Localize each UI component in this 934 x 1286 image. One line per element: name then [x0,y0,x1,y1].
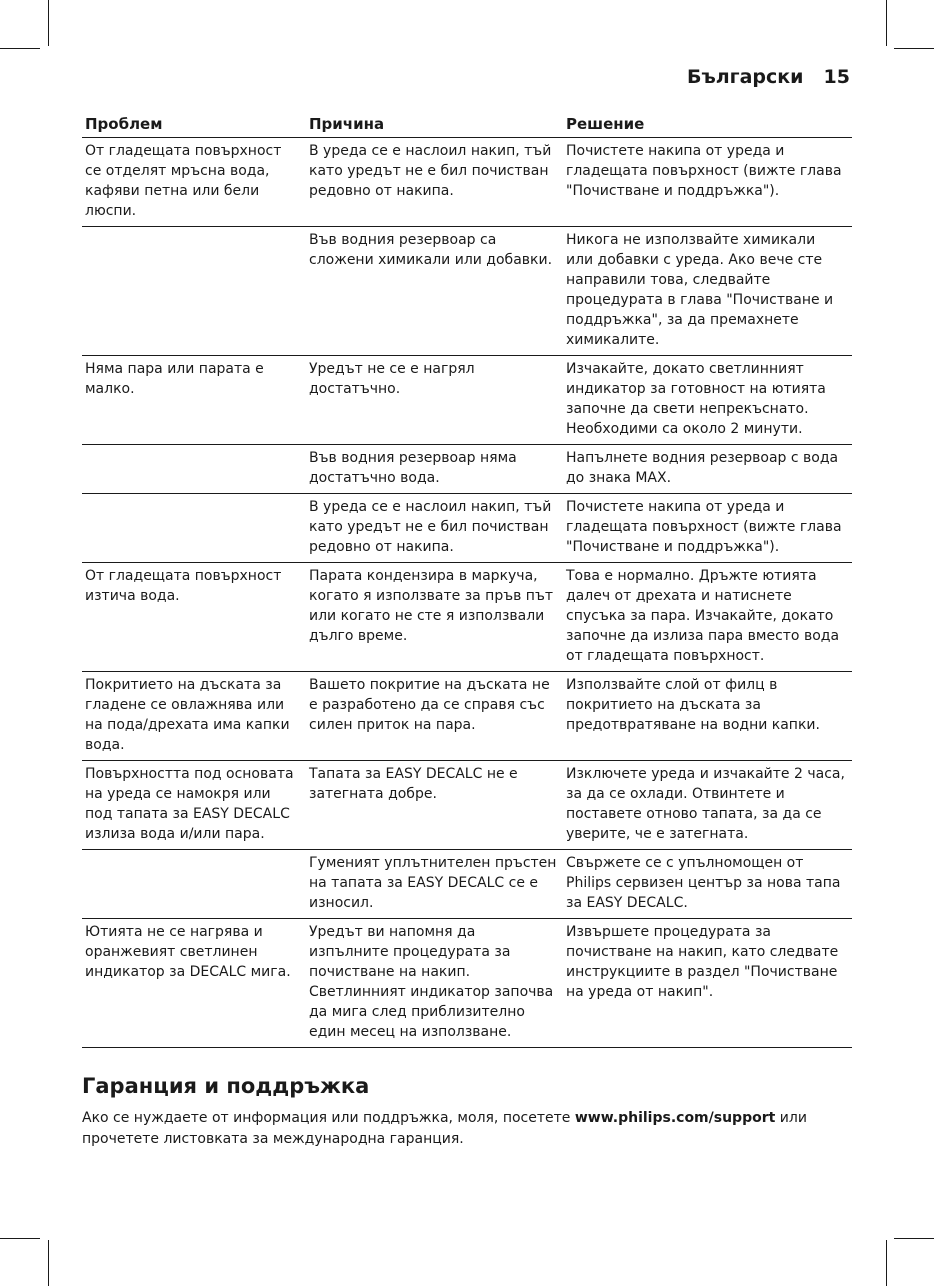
cause-cell: Тапата за EASY DECALC не е затегната добре. [306,761,563,850]
warranty-title: Гаранция и поддръжка [82,1074,370,1098]
cause-cell: Уредът не се е нагрял достатъчно. [306,356,563,445]
problem-cell: Няма пара или парата е малко. [82,356,306,445]
crop-mark [886,1240,887,1286]
table-row [82,919,852,1048]
table-row [82,761,852,850]
page-number: 15 [823,66,850,88]
problem-cell: Ютията не се нагрява и оранжевият светлинен индикатор за DECALC мига. [82,919,306,1048]
problem-cell: Покритието на дъската за гладене се овлажнява или на пода/дрехата има капки вода. [82,672,306,761]
cause-cell: Уредът ви напомня да изпълните процедурата за почистване на накип. Светлинният индикатор започва да мига след приблизително един месец на използване. [306,919,563,1048]
problem-cell: От гладещата повърхност изтича вода. [82,563,306,672]
page-header [687,66,850,88]
cause-cell: Вашето покритие на дъската не е разработено да се справя със силен приток на пара. [306,672,563,761]
solution-cell: Никога не използвайте химикали или добавки с уреда. Ако вече сте направили това, следвайте процедурата в глава "Почистване и поддръжка", за да премахнете химикалите. [563,227,852,356]
solution-cell: Изключете уреда и изчакайте 2 часа, за да се охлади. Отвинтете и поставете отново тапата, за да се уверите, че е затегната. [563,761,852,850]
problem-cell [82,494,306,563]
cause-cell: Във водния резервоар са сложени химикали или добавки. [306,227,563,356]
table-row [82,494,852,563]
cause-cell: Гуменият уплътнителен пръстен на тапата за EASY DECALC се е износил. [306,850,563,919]
warranty-text [82,1108,852,1150]
column-header-solution: Решение [563,112,852,138]
problem-cell: От гладещата повърхност се отделят мръсна вода, кафяви петна или бели люспи. [82,138,306,227]
cause-cell: Във водния резервоар няма достатъчно вода. [306,445,563,494]
table-row [82,227,852,356]
problem-cell [82,445,306,494]
column-header-problem: Проблем [82,112,306,138]
troubleshooting-table [82,112,852,1048]
warranty-text-after: или прочетете листовката за международна гаранция. [82,1110,807,1147]
cause-cell: Парата кондензира в маркуча, когато я използвате за пръв път или когато не сте я използвали дълго време. [306,563,563,672]
crop-mark [894,1238,934,1239]
solution-cell: Изчакайте, докато светлинният индикатор за готовност на ютията започне да свети непрекъснато. Необходими са около 2 минути. [563,356,852,445]
table-row [82,138,852,227]
table-header-row [82,112,852,138]
solution-cell: Това е нормално. Дръжте ютията далеч от дрехата и натиснете спусъка за пара. Изчакайте, докато започне да излиза пара вместо вода от гладещата повърхност. [563,563,852,672]
crop-mark [0,1238,40,1239]
language-label: Български [687,66,804,88]
solution-cell: Почистете накипа от уреда и гладещата повърхност (вижте глава "Почистване и поддръжка"). [563,138,852,227]
crop-mark [0,48,40,49]
support-link[interactable]: www.philips.com/support [574,1110,776,1126]
solution-cell: Почистете накипа от уреда и гладещата повърхност (вижте глава "Почистване и поддръжка"). [563,494,852,563]
table-row [82,850,852,919]
table-row [82,563,852,672]
table-row [82,672,852,761]
warranty-text-before: Ако се нуждаете от информация или поддръжка, моля, посетете [82,1110,575,1126]
solution-cell: Напълнете водния резервоар с вода до знака MAX. [563,445,852,494]
solution-cell: Извършете процедурата за почистване на накип, като следвате инструкциите в раздел "Почистване на уреда от накип". [563,919,852,1048]
problem-cell: Повърхността под основата на уреда се намокря или под тапата за EASY DECALC излиза вода и/или пара. [82,761,306,850]
cause-cell: В уреда се е наслоил накип, тъй като уредът не е бил почистван редовно от накипа. [306,494,563,563]
warranty-section [82,1074,852,1150]
solution-cell: Свържете се с упълномощен от Philips сервизен център за нова тапа за EASY DECALC. [563,850,852,919]
column-header-cause: Причина [306,112,563,138]
crop-mark [48,0,49,46]
cause-cell: В уреда се е наслоил накип, тъй като уредът не е бил почистван редовно от накипа. [306,138,563,227]
solution-cell: Използвайте слой от филц в покритието на дъската за предотвратяване на водни капки. [563,672,852,761]
problem-cell [82,227,306,356]
crop-mark [48,1240,49,1286]
crop-mark [894,48,934,49]
table-row [82,356,852,445]
crop-mark [886,0,887,46]
table-row [82,445,852,494]
problem-cell [82,850,306,919]
